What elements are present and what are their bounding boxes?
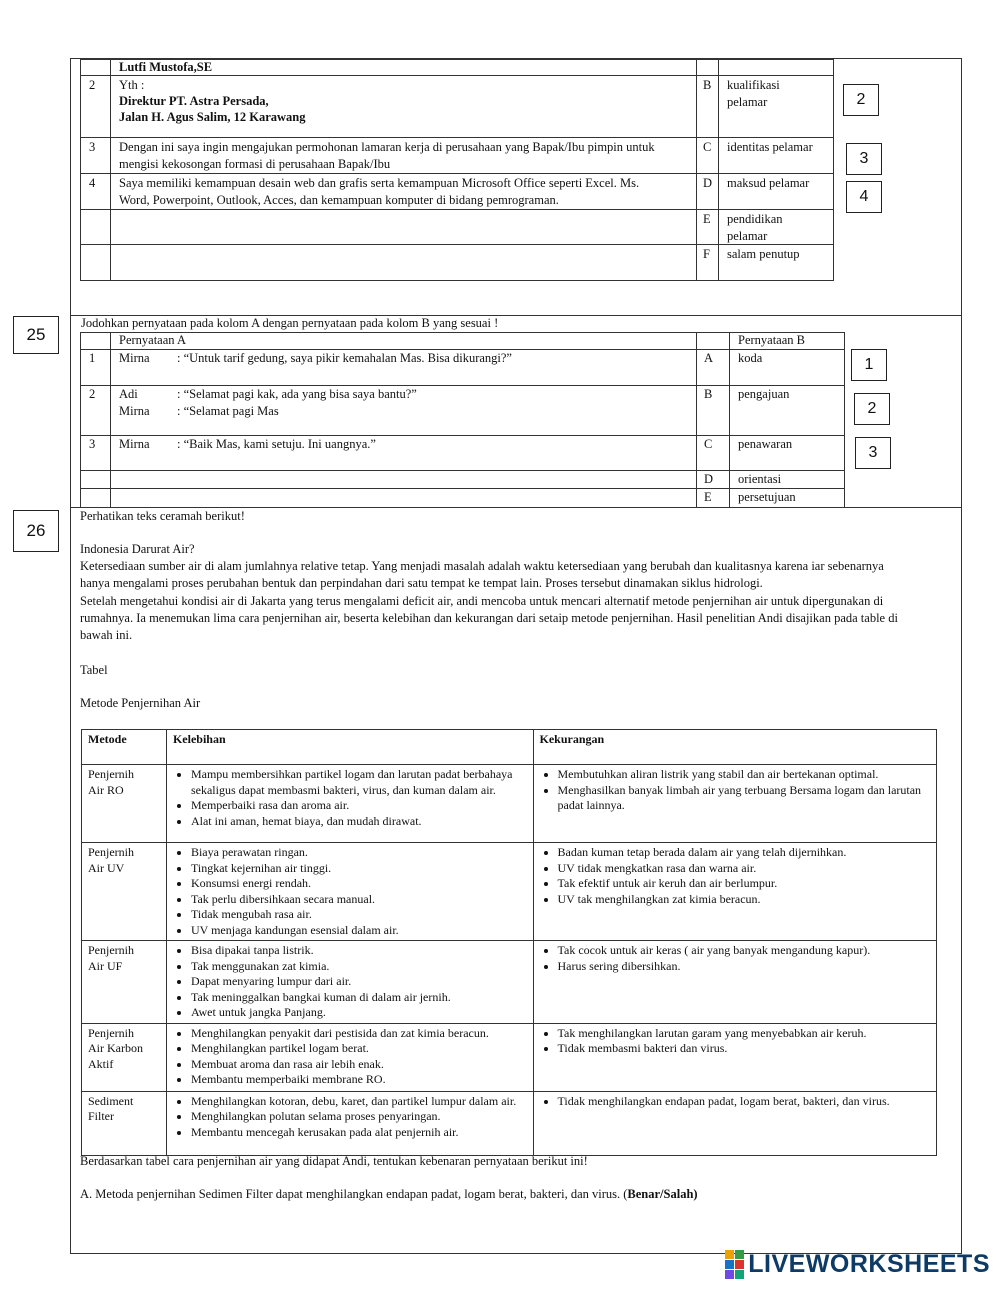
- option-text: salam penutup: [727, 247, 800, 261]
- list-item: • Menghilangkan partikel logam berat.: [191, 1041, 527, 1057]
- list-item: • Memperbaiki rasa dan aroma air.: [191, 798, 527, 814]
- list-item: • Alat ini aman, hemat biaya, dan mudah dirawat.: [191, 814, 527, 830]
- column-header-a: Pernyataan A: [119, 333, 186, 347]
- table-row: [82, 843, 937, 941]
- speaker: Adi: [119, 387, 138, 401]
- table-title: Metode Penjernihan Air: [80, 696, 201, 710]
- option-text: pendidikan: [727, 212, 783, 226]
- list-item: • Tak cocok untuk air keras ( air yang banyak mengandung kapur).: [558, 943, 931, 959]
- table-row: [82, 1023, 937, 1091]
- answer-box[interactable]: 2: [854, 393, 890, 425]
- option-letter: D: [703, 176, 713, 190]
- method-name: Sediment Filter: [82, 1091, 167, 1155]
- dialogue-line: : “Untuk tarif gedung, saya pikir kemahalan Mas. Bisa dikurangi?”: [177, 351, 512, 365]
- table-header: Kelebihan: [166, 730, 533, 765]
- row-text: Jalan H. Agus Salim, 12 Karawang: [119, 110, 306, 124]
- answer-box[interactable]: 4: [846, 181, 882, 213]
- speaker: Mirna: [119, 437, 150, 451]
- list-item: • UV tak menghilangkan zat kimia beracun.: [558, 892, 931, 908]
- pros-cell: [166, 1091, 533, 1155]
- option-letter: A: [704, 351, 714, 365]
- list-item: • Awet untuk jangka Panjang.: [191, 1005, 527, 1021]
- dialogue-line: : “Selamat pagi kak, ada yang bisa saya bantu?”: [177, 387, 417, 401]
- option-text: koda: [738, 351, 763, 365]
- list-item: • Membantu mencegah kerusakan pada alat penjernih air.: [191, 1125, 527, 1141]
- list-item: • Menghasilkan banyak limbah air yang terbuang Bersama logam dan larutan padat lainnya.: [558, 783, 931, 814]
- list-item: • Konsumsi energi rendah.: [191, 876, 527, 892]
- list-item: • Tak efektif untuk air keruh dan air berlumpur.: [558, 876, 931, 892]
- row-number: 1: [89, 351, 96, 365]
- cons-cell: [533, 1023, 937, 1091]
- question-number-25: 25: [13, 316, 59, 354]
- option-text: kualifikasi: [727, 78, 780, 92]
- method-name: Penjernih Air UV: [82, 843, 167, 941]
- table-header: Metode: [82, 730, 167, 765]
- dialogue-line: : “Selamat pagi Mas: [177, 404, 279, 418]
- option-letter: F: [703, 247, 710, 261]
- true-false-choice[interactable]: Benar/Salah): [627, 1187, 698, 1201]
- row-number: 2: [89, 78, 96, 92]
- list-item: • Tak meninggalkan bangkai kuman di dalam air jernih.: [191, 990, 527, 1006]
- cons-cell: [533, 1091, 937, 1155]
- list-item: • Biaya perawatan ringan.: [191, 845, 527, 861]
- list-item: • Menghilangkan kotoran, debu, karet, dan partikel lumpur dalam air.: [191, 1094, 527, 1110]
- option-text: penawaran: [738, 437, 793, 451]
- pros-cell: [166, 843, 533, 941]
- option-text: pelamar: [727, 95, 768, 109]
- row-text: Yth :: [119, 78, 145, 92]
- option-text: identitas pelamar: [727, 140, 813, 154]
- option-text: persetujuan: [738, 490, 796, 504]
- answer-box[interactable]: 1: [851, 349, 887, 381]
- option-letter: B: [704, 387, 713, 401]
- conclusion-instruction: Berdasarkan tabel cara penjernihan air yang didapat Andi, tentukan kebenaran pernyataan berikut ini!: [80, 1154, 588, 1168]
- column-header-b: Pernyataan B: [738, 333, 805, 347]
- list-item: • Membantu memperbaiki membrane RO.: [191, 1072, 527, 1088]
- row-text: mengisi kekosongan formasi di perusahaan Bapak/Ibu: [119, 157, 391, 171]
- pros-cell: [166, 1023, 533, 1091]
- list-item: • Tidak menghilangkan endapan padat, logam berat, bakteri, dan virus.: [558, 1094, 931, 1110]
- speaker: Mirna: [119, 351, 150, 365]
- pros-cell: [166, 765, 533, 843]
- paragraph-line: Setelah mengetahui kondisi air di Jakarta yang terus mengalami deficit air, andi mencoba untuk mencari alternatif metode penjernihan air untuk dipergunakan di: [80, 594, 884, 608]
- row-text: Dengan ini saya ingin mengajukan permohonan lamaran kerja di perusahaan yang Bapak/Ibu pimpin untuk: [119, 140, 655, 154]
- option-text: pengajuan: [738, 387, 790, 401]
- table-label: Tabel: [80, 663, 108, 677]
- row-number: 4: [89, 176, 96, 190]
- list-item: • Tak perlu dibersihkaan secara manual.: [191, 892, 527, 908]
- q25-instruction: Jodohkan pernyataan pada kolom A dengan pernyataan pada kolom B yang sesuai !: [81, 316, 499, 330]
- reading-heading: Indonesia Darurat Air?: [80, 542, 195, 556]
- q26-intro: Perhatikan teks ceramah berikut!: [80, 509, 245, 523]
- list-item: • Badan kuman tetap berada dalam air yang telah dijernihkan.: [558, 845, 931, 861]
- pros-cell: [166, 941, 533, 1024]
- option-letter: E: [704, 490, 712, 504]
- paragraph-line: bawah ini.: [80, 628, 133, 642]
- statement-a: A. Metoda penjernihan Sedimen Filter dapat menghilangkan endapan padat, logam berat, bakteri, dan virus. (Benar/Salah): [80, 1187, 698, 1201]
- cons-cell: [533, 941, 937, 1024]
- list-item: • Mampu membersihkan partikel logam dan larutan padat berbahaya sekaligus dapat membasmi bakteri, virus, dan kuman dalam air.: [191, 767, 527, 798]
- table-row: [82, 1091, 937, 1155]
- dialogue-line: : “Baik Mas, kami setuju. Ini uangnya.”: [177, 437, 376, 451]
- table-row: [82, 765, 937, 843]
- applicant-name: Lutfi Mustofa,SE: [119, 60, 213, 74]
- cons-cell: [533, 843, 937, 941]
- option-letter: C: [704, 437, 713, 451]
- list-item: • Tingkat kejernihan air tinggi.: [191, 861, 527, 877]
- row-text: Direktur PT. Astra Persada,: [119, 94, 269, 108]
- logo-text: LIVEWORKSHEETS: [748, 1250, 990, 1278]
- list-item: • UV menjaga kandungan esensial dalam air.: [191, 923, 527, 939]
- table-header: Kekurangan: [533, 730, 937, 765]
- list-item: • Membuat aroma dan rasa air lebih enak.: [191, 1057, 527, 1073]
- option-letter: E: [703, 212, 711, 226]
- list-item: • Menghilangkan penyakit dari pestisida dan zat kimia beracun.: [191, 1026, 527, 1042]
- list-item: • Dapat menyaring lumpur dari air.: [191, 974, 527, 990]
- option-letter: C: [703, 140, 712, 154]
- speaker: Mirna: [119, 404, 150, 418]
- list-item: • Membutuhkan aliran listrik yang stabil dan air bertekanan optimal.: [558, 767, 931, 783]
- paragraph-line: Ketersediaan sumber air di alam jumlahnya relative tetap. Yang menjadi masalah adalah waktu ketersediaan yang berubah dan kualitasnya karena iar sebenarnya: [80, 559, 884, 573]
- answer-box[interactable]: 3: [846, 143, 882, 175]
- list-item: • Tak menggunakan zat kimia.: [191, 959, 527, 975]
- cons-cell: [533, 765, 937, 843]
- list-item: • Tidak membasmi bakteri dan virus.: [558, 1041, 931, 1057]
- logo-tiles-icon: [725, 1250, 744, 1279]
- paragraph-line: rumahnya. Ia menemukan lima cara penjernihan air, beserta kelebihan dan kekurangan dari setaip metode penjernihan. Hasil penelitian Andi disajikan pada table di: [80, 611, 898, 625]
- list-item: • Tidak mengubah rasa air.: [191, 907, 527, 923]
- list-item: • Harus sering dibersihkan.: [558, 959, 931, 975]
- row-text: Word, Powerpoint, Outlook, Acces, dan kemampuan komputer di bidang pemrograman.: [119, 193, 559, 207]
- row-number: 3: [89, 140, 96, 154]
- option-text: maksud pelamar: [727, 176, 810, 190]
- answer-box[interactable]: 2: [843, 84, 879, 116]
- option-letter: D: [704, 472, 714, 486]
- option-text: orientasi: [738, 472, 782, 486]
- row-text: Saya memiliki kemampuan desain web dan grafis serta kemampuan Microsoft Office seperti Excel. Ms.: [119, 176, 640, 190]
- list-item: • Bisa dipakai tanpa listrik.: [191, 943, 527, 959]
- row-number: 2: [89, 387, 96, 401]
- list-item: • UV tidak mengkatkan rasa dan warna air.: [558, 861, 931, 877]
- method-name: Penjernih Air RO: [82, 765, 167, 843]
- question-number-26: 26: [13, 510, 59, 552]
- method-name: Penjernih Air UF: [82, 941, 167, 1024]
- water-methods-table: [81, 729, 937, 1156]
- list-item: • Tak menghilangkan larutan garam yang menyebabkan air keruh.: [558, 1026, 931, 1042]
- row-number: 3: [89, 437, 96, 451]
- liveworksheets-logo: [725, 1250, 990, 1279]
- list-item: • Menghilangkan polutan selama proses penyaringan.: [191, 1109, 527, 1125]
- answer-box[interactable]: 3: [855, 437, 891, 469]
- option-text: pelamar: [727, 229, 768, 243]
- option-letter: B: [703, 78, 712, 92]
- method-name: Penjernih Air Karbon Aktif: [82, 1023, 167, 1091]
- table-row: [82, 941, 937, 1024]
- paragraph-line: hanya mengalami proses perubahan bentuk dan perpindahan dari satu tempat ke tempat lain. Proses tersebut dinamakan siklus hidrologi.: [80, 576, 763, 590]
